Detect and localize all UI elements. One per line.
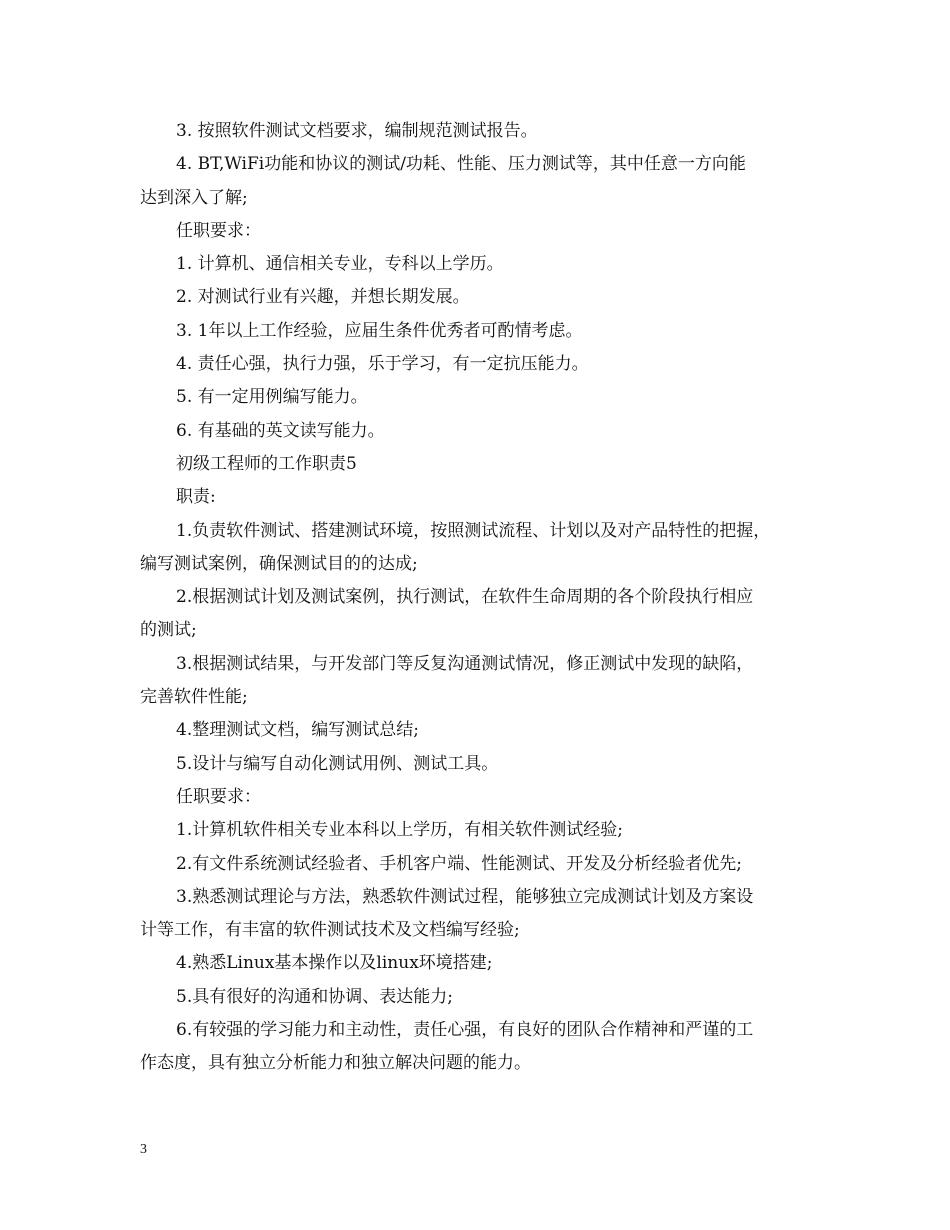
text-line: 1.计算机软件相关专业本科以上学历，有相关软件测试经验;	[176, 820, 623, 841]
text-line: 5.设计与编写自动化测试用例、测试工具。	[176, 753, 499, 774]
document-body	[140, 115, 830, 1081]
text-line: 4. BT,WiFi功能和协议的测试/功耗、性能、压力测试等，其中任意一方向能	[176, 154, 746, 175]
page-number: 3	[140, 1142, 147, 1157]
text-line: 4.熟悉Linux基本操作以及linux环境搭建;	[176, 953, 493, 974]
text-line: 作态度，具有独立分析能力和独立解决问题的能力。	[140, 1053, 531, 1074]
text-line: 达到深入了解;	[140, 187, 248, 208]
text-line: 2.有文件系统测试经验者、手机客户端、性能测试、开发及分析经验者优先;	[176, 853, 742, 874]
text-line: 任职要求：	[176, 220, 261, 241]
text-line: 任职要求：	[176, 786, 261, 807]
text-line: 计等工作，有丰富的软件测试技术及文档编写经验;	[140, 920, 520, 941]
text-line: 的测试;	[140, 620, 197, 641]
text-line: 4.整理测试文档，编写测试总结;	[176, 720, 419, 741]
text-line: 3. 1年以上工作经验，应届生条件优秀者可酌情考虑。	[176, 320, 583, 341]
text-line: 职责:	[176, 487, 216, 508]
text-line: 3. 按照软件测试文档要求，编制规范测试报告。	[176, 121, 538, 141]
text-line: 5.具有很好的沟通和协调、表达能力;	[176, 986, 453, 1007]
text-line: 3.根据测试结果，与开发部门等反复沟通测试情况，修正测试中发现的缺陷，	[176, 653, 754, 674]
text-line: 6. 有基础的英文读写能力。	[176, 420, 385, 441]
text-line: 1. 计算机、通信相关专业，专科以上学历。	[176, 254, 504, 275]
text-line: 5. 有一定用例编写能力。	[176, 387, 368, 408]
text-line: 编写测试案例，确保测试目的的达成;	[140, 553, 418, 574]
text-line: 6.有较强的学习能力和主动性，责任心强，有良好的团队合作精神和严谨的工	[176, 1020, 754, 1041]
text-line: 完善软件性能;	[140, 687, 248, 708]
text-line: 2.根据测试计划及测试案例，执行测试，在软件生命周期的各个阶段执行相应	[176, 587, 754, 608]
text-line: 3.熟悉测试理论与方法，熟悉软件测试过程，能够独立完成测试计划及方案设	[176, 886, 754, 907]
text-line: 1.负责软件测试、搭建测试环境，按照测试流程、计划以及对产品特性的把握，	[176, 520, 771, 541]
text-line: 初级工程师的工作职责5	[176, 453, 357, 474]
text-line: 4. 责任心强，执行力强，乐于学习，有一定抗压能力。	[176, 354, 589, 375]
text-line: 2. 对测试行业有兴趣，并想长期发展。	[176, 287, 470, 308]
